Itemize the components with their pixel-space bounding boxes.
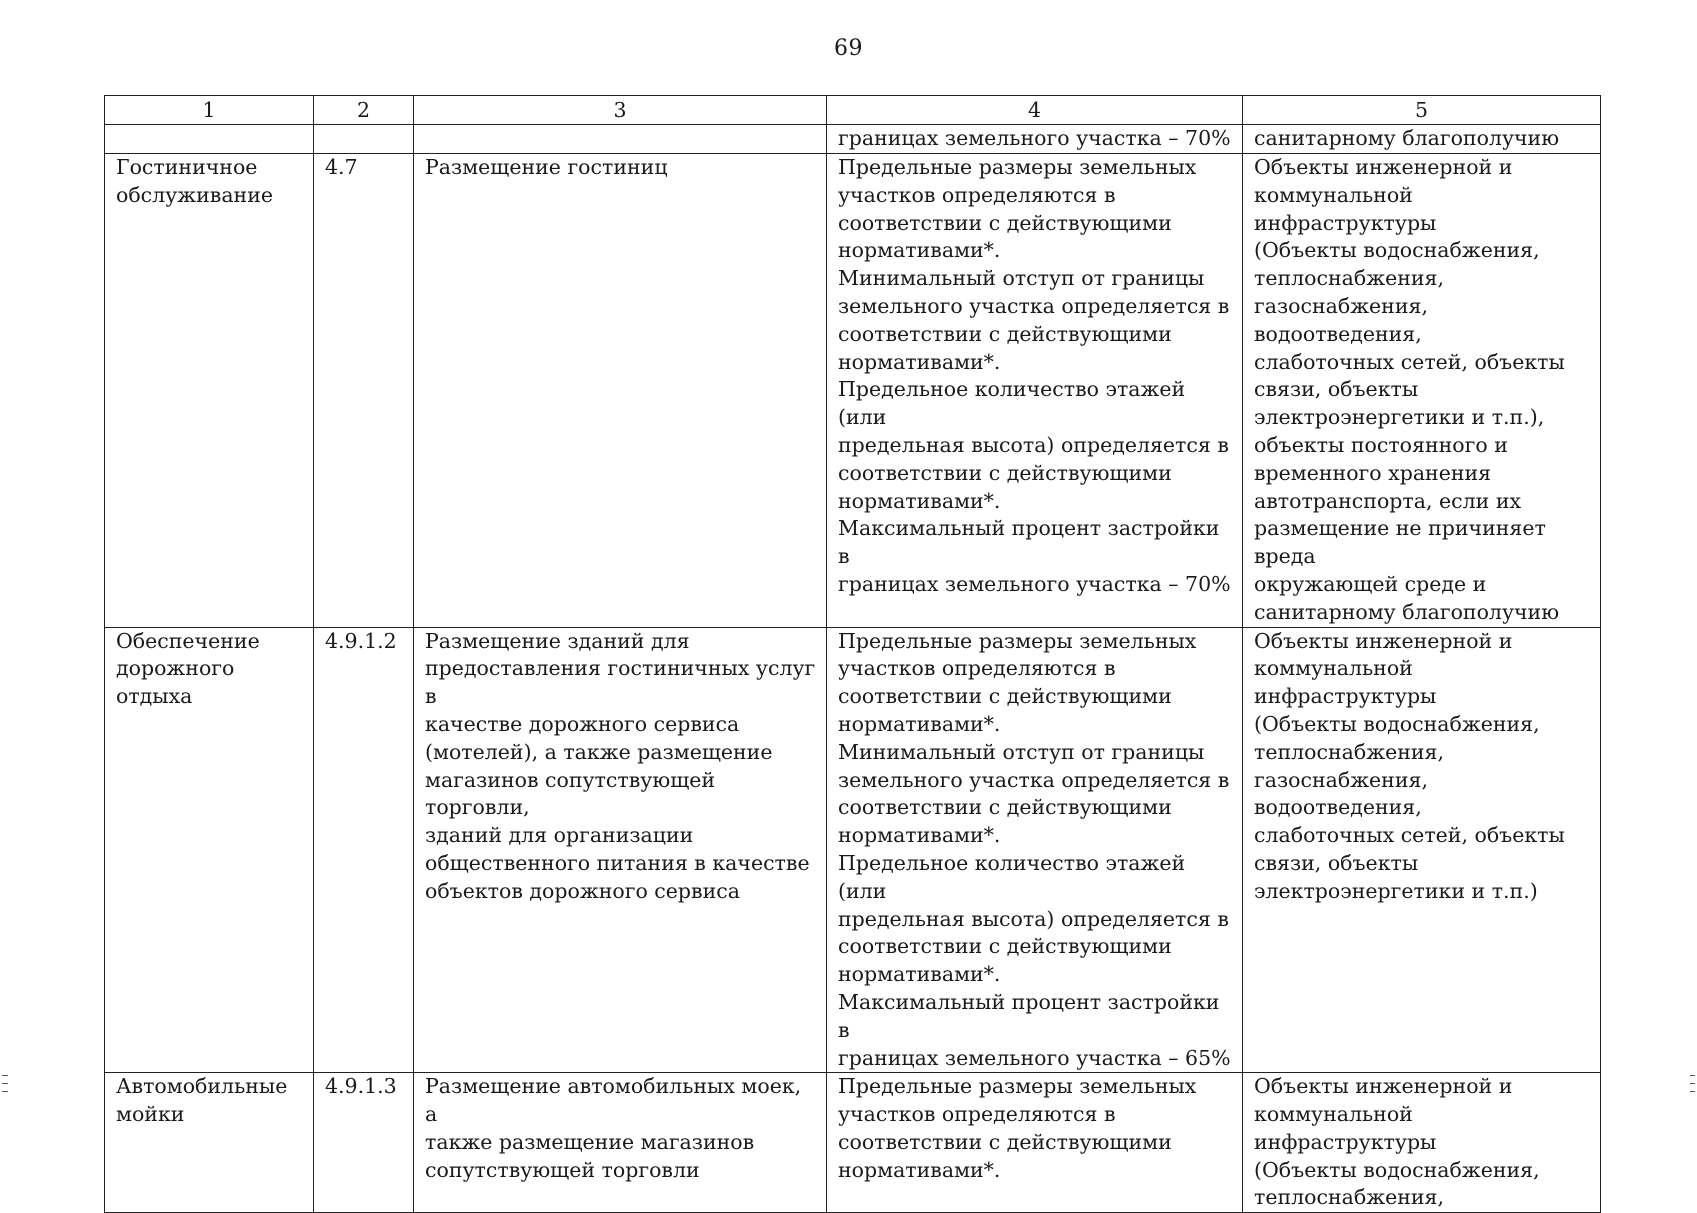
use-type-name: Гостиничное обслуживание (105, 154, 314, 628)
continuation-description (414, 125, 827, 154)
page-number: 69 (834, 36, 863, 61)
use-type-auxiliary: Объекты инженерной и коммунальной инфраструктуры (Объекты водоснабжения, теплоснабжения, газоснабжения, водоотведения, слаботочных сетей, объекты связи, объекты электроэнергетики и т.п.) (1243, 627, 1601, 1073)
use-type-description: Размещение автомобильных моек, а также размещение магазинов сопутствующей торговли (414, 1073, 827, 1213)
column-header-2: 2 (314, 96, 414, 125)
use-type-description: Размещение зданий для предоставления гостиничных услуг в качестве дорожного сервиса (мотелей), а также размещение магазинов сопутствующей торговли, зданий для организации общественного питания в качестве объектов дорожного сервиса (414, 627, 827, 1073)
use-type-parameters: Предельные размеры земельных участков определяются в соответствии с действующими нормативами*. Минимальный отступ от границы земельного участка определяется в соответствии с действующими нормативами*. Предельное количество этажей (или предельная высота) определяется в соответствии с действующими нормативами*. Максимальный процент застройки в границах земельного участка – 65% (827, 627, 1243, 1073)
continuation-row (105, 125, 1601, 154)
use-type-auxiliary: Объекты инженерной и коммунальной инфраструктуры (Объекты водоснабжения, теплоснабжения, (1243, 1073, 1601, 1213)
table-header-row (105, 96, 1601, 125)
column-header-3: 3 (414, 96, 827, 125)
scan-mark-left (2, 1083, 8, 1084)
table-row (105, 627, 1601, 1073)
column-header-1: 1 (105, 96, 314, 125)
column-header-5: 5 (1243, 96, 1601, 125)
table-row (105, 1073, 1601, 1213)
use-type-code: 4.9.1.2 (314, 627, 414, 1073)
use-type-name: Автомобильные мойки (105, 1073, 314, 1213)
continuation-auxiliary: санитарному благополучию (1243, 125, 1601, 154)
scan-mark-right (1690, 1091, 1695, 1092)
land-use-table (104, 95, 1601, 1213)
scan-mark-right (1690, 1083, 1695, 1084)
use-type-code: 4.7 (314, 154, 414, 628)
table-row (105, 154, 1601, 628)
use-type-name: Обеспечение дорожного отдыха (105, 627, 314, 1073)
use-type-description: Размещение гостиниц (414, 154, 827, 628)
use-type-auxiliary: Объекты инженерной и коммунальной инфраструктуры (Объекты водоснабжения, теплоснабжения, газоснабжения, водоотведения, слаботочных сетей, объекты связи, объекты электроэнергетики и т.п.), объекты постоянного и временного хранения автотранспорта, если их размещение не причиняет вреда окружающей среде и санитарному благополучию (1243, 154, 1601, 628)
use-type-code: 4.9.1.3 (314, 1073, 414, 1213)
scan-mark-left (2, 1075, 8, 1076)
continuation-name (105, 125, 314, 154)
use-type-parameters: Предельные размеры земельных участков определяются в соответствии с действующими нормативами*. (827, 1073, 1243, 1213)
scan-mark-left (2, 1091, 8, 1092)
use-type-parameters: Предельные размеры земельных участков определяются в соответствии с действующими нормативами*. Минимальный отступ от границы земельного участка определяется в соответствии с действующими нормативами*. Предельное количество этажей (или предельная высота) определяется в соответствии с действующими нормативами*. Максимальный процент застройки в границах земельного участка – 70% (827, 154, 1243, 628)
scan-mark-right (1690, 1075, 1695, 1076)
continuation-parameters: границах земельного участка – 70% (827, 125, 1243, 154)
continuation-code (314, 125, 414, 154)
column-header-4: 4 (827, 96, 1243, 125)
